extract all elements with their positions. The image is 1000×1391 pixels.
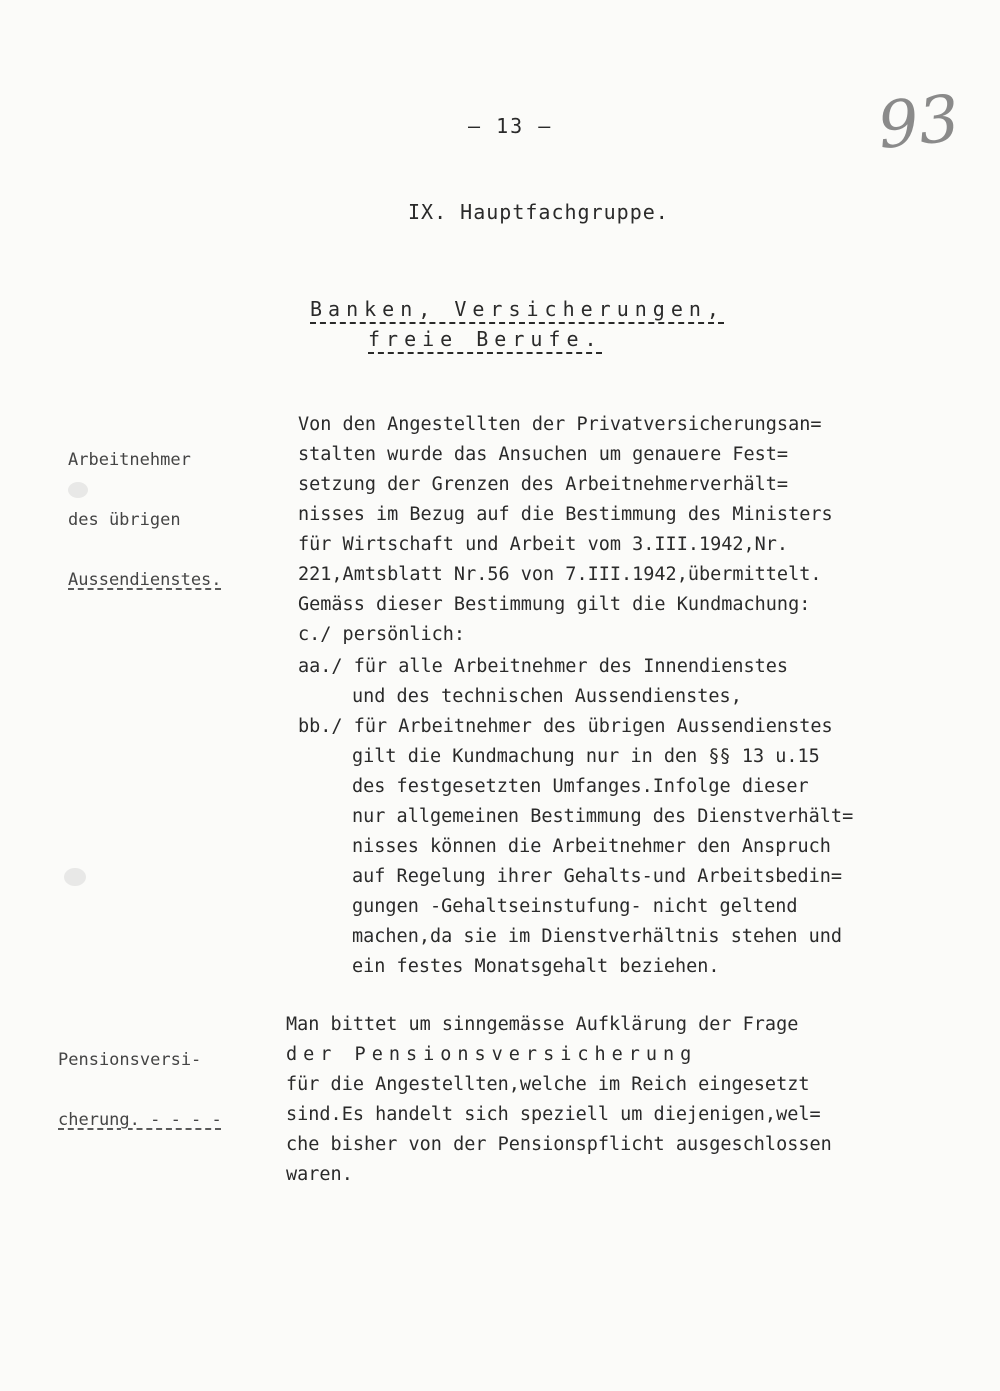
handwritten-page-number: 93	[874, 81, 964, 165]
body-line: setzung der Grenzen des Arbeitnehmerverhält=	[298, 474, 789, 495]
body-line: auf Regelung ihrer Gehalts-und Arbeitsbedin=	[352, 866, 843, 887]
body-line: che bisher von der Pensionspflicht ausgeschlossen	[286, 1134, 832, 1155]
title-line-1: Banken, Versicherungen,	[310, 297, 725, 321]
body-line: ein festes Monatsgehalt beziehen.	[352, 956, 720, 977]
body-line: sind.Es handelt sich speziell um diejenigen,wel=	[286, 1104, 821, 1125]
body-line: Man bittet um sinngemässe Aufklärung der Frage	[286, 1014, 799, 1035]
margin-line: des übrigen	[68, 510, 181, 530]
body-line: nisses im Bezug auf die Bestimmung des Ministers	[298, 504, 833, 525]
body-line: der Pensionsversicherung	[286, 1044, 698, 1065]
body-line: Gemäss dieser Bestimmung gilt die Kundmachung:	[298, 594, 811, 615]
title-line-2: freie Berufe.	[368, 327, 603, 351]
margin-line: Aussendienstes.	[68, 570, 222, 590]
body-line: machen,da sie im Dienstverhältnis stehen und	[352, 926, 843, 947]
body-line: nur allgemeinen Bestimmung des Dienstverhält=	[352, 806, 854, 827]
body-line: des festgesetzten Umfanges.Infolge dieser	[352, 776, 809, 797]
section-heading: IX. Hauptfachgruppe.	[408, 200, 669, 224]
body-line: stalten wurde das Ansuchen um genauere Fest=	[298, 444, 789, 465]
body-line: für Wirtschaft und Arbeit vom 3.III.1942,Nr.	[298, 534, 789, 555]
body-line: und des technischen Aussendienstes,	[352, 686, 742, 707]
margin-note-arbeitnehmer	[68, 410, 222, 630]
body-line: c./ persönlich:	[298, 624, 466, 645]
body-line: 221,Amtsblatt Nr.56 von 7.III.1942,übermittelt.	[298, 564, 822, 585]
body-line: bb./ für Arbeitnehmer des übrigen Aussendienstes	[298, 716, 833, 737]
body-line: waren.	[286, 1164, 353, 1185]
body-line: nisses können die Arbeitnehmer den Anspruch	[352, 836, 831, 857]
margin-note-pensionsversicherung	[58, 1010, 222, 1170]
paper-smudge	[64, 868, 86, 886]
body-line: Von den Angestellten der Privatversicherungsan=	[298, 414, 822, 435]
page-number: – 13 –	[468, 114, 553, 138]
body-line: für die Angestellten,welche im Reich eingesetzt	[286, 1074, 810, 1095]
body-line: aa./ für alle Arbeitnehmer des Innendienstes	[298, 656, 789, 677]
body-line: gilt die Kundmachung nur in den §§ 13 u.15	[352, 746, 820, 767]
body-line: gungen -Gehaltseinstufung- nicht geltend	[352, 896, 798, 917]
paper-smudge	[68, 482, 88, 498]
margin-line: Arbeitnehmer	[68, 450, 191, 470]
margin-line: cherung. - - - -	[58, 1110, 222, 1130]
margin-line: Pensionsversi-	[58, 1050, 202, 1070]
